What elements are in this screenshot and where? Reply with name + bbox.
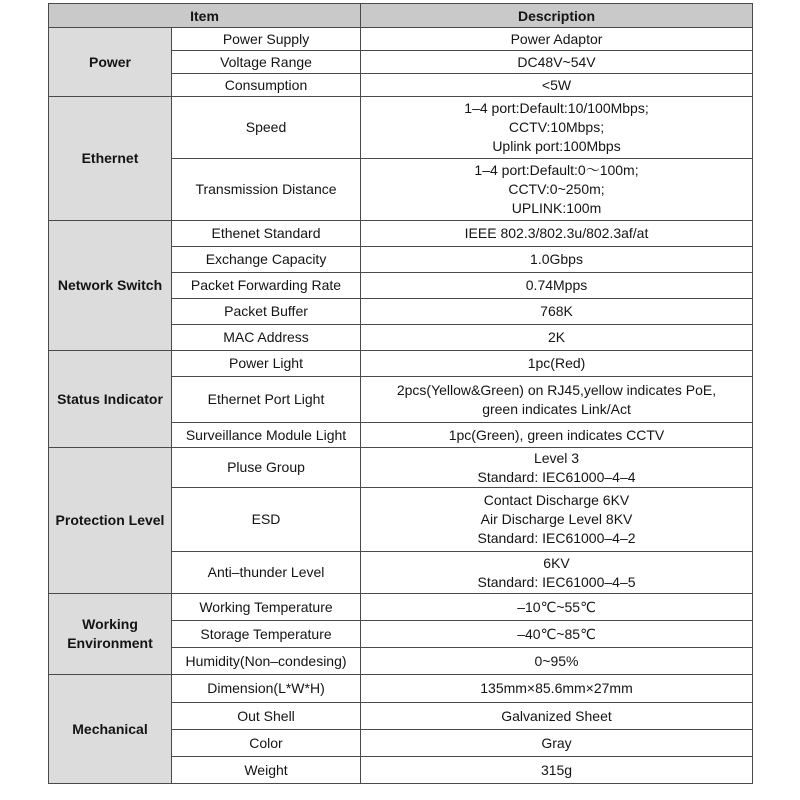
item-weight: Weight <box>172 757 361 784</box>
desc-packet-forwarding-rate: 0.74Mpps <box>361 273 753 299</box>
group-label-line: Working <box>82 616 138 632</box>
desc-line: Standard: IEC61000–4–4 <box>477 468 636 485</box>
item-ethenet-standard: Ethenet Standard <box>172 221 361 247</box>
desc-esd <box>361 488 753 552</box>
desc-line: Standard: IEC61000–4–5 <box>477 573 636 590</box>
header-item: Item <box>49 4 361 28</box>
item-color: Color <box>172 730 361 757</box>
item-ethernet-port-light: Ethernet Port Light <box>172 377 361 423</box>
desc-weight: 315g <box>361 757 753 784</box>
table-row <box>49 28 753 51</box>
group-protection-level: Protection Level <box>49 448 172 594</box>
desc-anti-thunder-level <box>361 552 753 594</box>
desc-line: UPLINK:100m <box>511 200 602 216</box>
item-consumption: Consumption <box>172 74 361 97</box>
desc-surveillance-module-light: 1pc(Green), green indicates CCTV <box>361 423 753 448</box>
desc-pluse-group <box>361 448 753 488</box>
header-description: Description <box>361 4 753 28</box>
desc-line: Uplink port:100Mbps <box>492 138 621 154</box>
desc-voltage-range: DC48V~54V <box>361 51 753 74</box>
item-anti-thunder-level: Anti–thunder Level <box>172 552 361 594</box>
item-speed: Speed <box>172 97 361 159</box>
item-power-supply: Power Supply <box>172 28 361 51</box>
desc-color: Gray <box>361 730 753 757</box>
item-packet-buffer: Packet Buffer <box>172 299 361 325</box>
header-row <box>49 4 753 28</box>
item-exchange-capacity: Exchange Capacity <box>172 247 361 273</box>
table-row <box>49 221 753 247</box>
table-row <box>49 448 753 488</box>
desc-line: CCTV:10Mbps; <box>508 119 605 135</box>
item-surveillance-module-light: Surveillance Module Light <box>172 423 361 448</box>
group-mechanical: Mechanical <box>49 675 172 784</box>
desc-transmission-distance <box>361 159 753 221</box>
item-pluse-group: Pluse Group <box>172 448 361 488</box>
desc-line: Level 3 <box>533 449 580 466</box>
desc-line: 1–4 port:Default:10/100Mbps; <box>464 100 649 116</box>
spec-table-container <box>48 3 752 784</box>
desc-mac-address: 2K <box>361 325 753 351</box>
desc-ethernet-port-light <box>361 377 753 423</box>
table-row <box>49 351 753 377</box>
desc-dimension: 135mm×85.6mm×27mm <box>361 675 753 703</box>
desc-consumption: <5W <box>361 74 753 97</box>
group-working-environment <box>49 594 172 675</box>
item-humidity: Humidity(Non–condesing) <box>172 648 361 675</box>
desc-power-light: 1pc(Red) <box>361 351 753 377</box>
table-row <box>49 594 753 621</box>
desc-line: 6KV <box>543 554 570 571</box>
desc-speed <box>361 97 753 159</box>
group-ethernet: Ethernet <box>49 97 172 221</box>
item-voltage-range: Voltage Range <box>172 51 361 74</box>
desc-working-temperature: –10℃~55℃ <box>361 594 753 621</box>
desc-line: Air Discharge Level 8KV <box>480 511 633 527</box>
desc-power-supply: Power Adaptor <box>361 28 753 51</box>
desc-ethenet-standard: IEEE 802.3/802.3u/802.3af/at <box>361 221 753 247</box>
desc-line: green indicates Link/Act <box>482 400 631 417</box>
item-out-shell: Out Shell <box>172 703 361 730</box>
desc-line: Standard: IEC61000–4–2 <box>477 530 636 546</box>
item-esd: ESD <box>172 488 361 552</box>
table-row <box>49 675 753 703</box>
desc-humidity: 0~95% <box>361 648 753 675</box>
group-power: Power <box>49 28 172 97</box>
spec-table <box>48 3 753 784</box>
desc-line: Contact Discharge 6KV <box>483 492 630 508</box>
desc-packet-buffer: 768K <box>361 299 753 325</box>
desc-line: 1–4 port:Default:0～100m; <box>474 162 639 178</box>
item-storage-temperature: Storage Temperature <box>172 621 361 648</box>
item-dimension: Dimension(L*W*H) <box>172 675 361 703</box>
desc-line: 2pcs(Yellow&Green) on RJ45,yellow indicates PoE, <box>396 381 717 398</box>
item-working-temperature: Working Temperature <box>172 594 361 621</box>
item-mac-address: MAC Address <box>172 325 361 351</box>
item-packet-forwarding-rate: Packet Forwarding Rate <box>172 273 361 299</box>
group-status-indicator: Status Indicator <box>49 351 172 448</box>
desc-storage-temperature: –40℃~85℃ <box>361 621 753 648</box>
desc-line: CCTV:0~250m; <box>508 181 605 197</box>
table-row <box>49 97 753 159</box>
desc-out-shell: Galvanized Sheet <box>361 703 753 730</box>
desc-exchange-capacity: 1.0Gbps <box>361 247 753 273</box>
group-label-line: Environment <box>67 635 153 651</box>
item-transmission-distance: Transmission Distance <box>172 159 361 221</box>
group-network-switch: Network Switch <box>49 221 172 351</box>
item-power-light: Power Light <box>172 351 361 377</box>
